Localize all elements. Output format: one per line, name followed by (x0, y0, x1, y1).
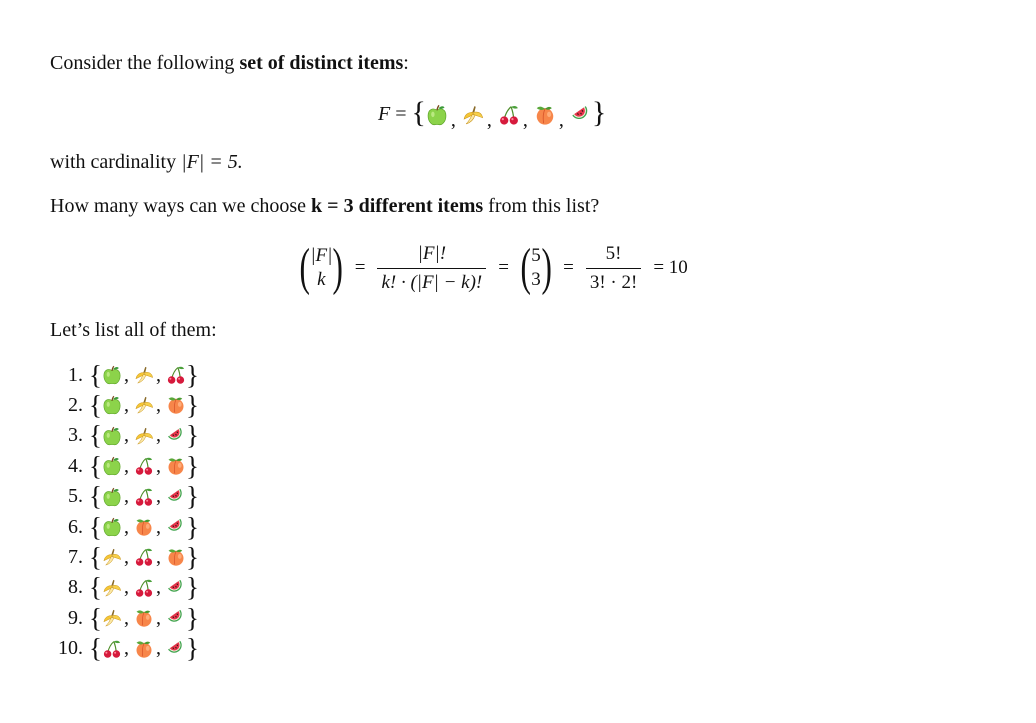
green-apple-icon (102, 517, 122, 537)
banana-icon (102, 608, 122, 628)
fraction-numerator: |F|! (417, 242, 447, 264)
cherries-icon (134, 578, 154, 598)
open-brace: { (89, 359, 102, 390)
banana-icon (134, 365, 154, 385)
close-brace: } (185, 450, 199, 481)
cardinality-prefix: with cardinality (50, 151, 182, 173)
comma-separator: , (522, 109, 528, 131)
list-number: 10. (58, 637, 83, 660)
peach-icon (166, 456, 186, 476)
numeric-denominator: 3! · 2! (586, 268, 641, 294)
list-number: 7. (68, 545, 83, 568)
comma-separator: , (155, 393, 161, 416)
binom2-bottom: 3 (531, 269, 541, 290)
comma-separator: , (155, 545, 161, 568)
peach-icon (134, 517, 154, 537)
list-item (50, 451, 199, 481)
list-item (50, 482, 199, 512)
open-brace: { (89, 511, 102, 542)
set-open-brace: { (411, 96, 426, 129)
intro-prefix: Consider the following (50, 52, 240, 74)
open-brace: { (89, 602, 102, 633)
banana-icon (134, 395, 154, 415)
comma-separator: , (558, 109, 564, 131)
list-item (50, 542, 199, 572)
watermelon-icon (166, 639, 186, 659)
watermelon-icon (166, 487, 186, 507)
open-brace: { (89, 389, 102, 420)
green-apple-icon (426, 104, 448, 126)
cherries-icon (102, 639, 122, 659)
peach-icon (166, 395, 186, 415)
comma-separator: , (123, 545, 129, 568)
comma-separator: , (155, 515, 161, 538)
fraction-denominator: k! · (|F| − k)! (377, 268, 486, 294)
green-apple-icon (102, 365, 122, 385)
list-number: 1. (68, 363, 83, 386)
comma-separator: , (123, 424, 129, 447)
cherries-icon (166, 365, 186, 385)
comma-separator: , (486, 109, 492, 131)
list-item (50, 603, 199, 633)
numeric-fraction (586, 243, 641, 294)
cardinality-line (50, 151, 243, 174)
question-line (50, 195, 599, 218)
comma-separator: , (123, 485, 129, 508)
numeric-numerator: 5! (605, 242, 622, 264)
comma-separator: , (155, 485, 161, 508)
list-number: 2. (68, 393, 83, 416)
cherries-icon (134, 456, 154, 476)
comma-separator: , (155, 363, 161, 386)
close-brace: } (185, 572, 199, 603)
question-suffix: from this list? (483, 195, 600, 217)
comma-separator: , (155, 454, 161, 477)
banana-icon (134, 426, 154, 446)
result: = 10 (653, 257, 688, 278)
set-name: F (378, 103, 391, 125)
close-brace: } (185, 511, 199, 542)
green-apple-icon (102, 456, 122, 476)
binomial-formula (296, 238, 696, 298)
intro-line (50, 52, 409, 75)
cherries-icon (134, 487, 154, 507)
list-number: 8. (68, 576, 83, 599)
watermelon-icon (166, 426, 186, 446)
comma-separator: , (123, 515, 129, 538)
open-brace: { (89, 572, 102, 603)
list-number: 3. (68, 424, 83, 447)
comma-separator: , (123, 363, 129, 386)
comma-separator: , (123, 606, 129, 629)
green-apple-icon (102, 395, 122, 415)
watermelon-icon (166, 578, 186, 598)
binom-top: |F| (310, 245, 333, 266)
close-brace: } (185, 481, 199, 512)
close-brace: } (185, 602, 199, 633)
binom2-top: 5 (531, 245, 541, 266)
open-brace: { (89, 633, 102, 664)
open-brace: { (89, 450, 102, 481)
equals-sign: = (563, 257, 574, 278)
banana-icon (102, 578, 122, 598)
list-item (50, 421, 199, 451)
peach-icon (134, 608, 154, 628)
factorial-fraction (377, 243, 486, 294)
cherries-icon (134, 547, 154, 567)
list-intro: Let’s list all of them: (50, 319, 217, 341)
intro-bold: set of distinct items (239, 52, 404, 74)
question-prefix: How many ways can we choose (50, 195, 312, 217)
close-brace: } (185, 541, 199, 572)
comma-separator: , (123, 393, 129, 416)
binom-5-3: ( 5 3 ) (520, 239, 552, 296)
binom-f-k: ( |F| k ) (299, 239, 344, 296)
comma-separator: , (123, 454, 129, 477)
open-brace: { (89, 541, 102, 572)
peach-icon (166, 547, 186, 567)
close-brace: } (185, 420, 199, 451)
comma-separator: , (155, 637, 161, 660)
list-number: 9. (68, 606, 83, 629)
banana-icon (462, 104, 484, 126)
open-brace: { (89, 420, 102, 451)
banana-icon (102, 547, 122, 567)
open-brace: { (89, 481, 102, 512)
set-equals: = (390, 103, 412, 125)
comma-separator: , (155, 424, 161, 447)
comma-separator: , (155, 606, 161, 629)
watermelon-icon (166, 517, 186, 537)
list-item (50, 390, 199, 420)
intro-suffix: : (403, 52, 409, 74)
green-apple-icon (102, 487, 122, 507)
comma-separator: , (123, 576, 129, 599)
close-brace: } (185, 389, 199, 420)
cherries-icon (498, 104, 520, 126)
comma-separator: , (155, 576, 161, 599)
peach-icon (534, 104, 556, 126)
list-item (50, 573, 199, 603)
equals-sign: = (354, 257, 366, 278)
cardinality-expr: |F| = 5. (181, 151, 243, 173)
set-close-brace: } (591, 96, 607, 129)
close-brace: } (185, 359, 199, 390)
list-number: 5. (68, 485, 83, 508)
list-number: 4. (68, 454, 83, 477)
question-bold: k = 3 different items (311, 195, 484, 217)
peach-icon (134, 639, 154, 659)
close-brace: } (185, 633, 199, 664)
equals-sign: = (498, 257, 509, 278)
green-apple-icon (102, 426, 122, 446)
set-fruits (426, 103, 592, 131)
list-number: 6. (68, 515, 83, 538)
comma-separator: , (123, 637, 129, 660)
list-item (50, 634, 199, 664)
watermelon-icon (570, 104, 592, 126)
list-item (50, 360, 199, 390)
watermelon-icon (166, 608, 186, 628)
set-definition (378, 96, 606, 132)
binom-bottom: k (317, 269, 326, 290)
list-item (50, 512, 199, 542)
comma-separator: , (450, 109, 456, 131)
